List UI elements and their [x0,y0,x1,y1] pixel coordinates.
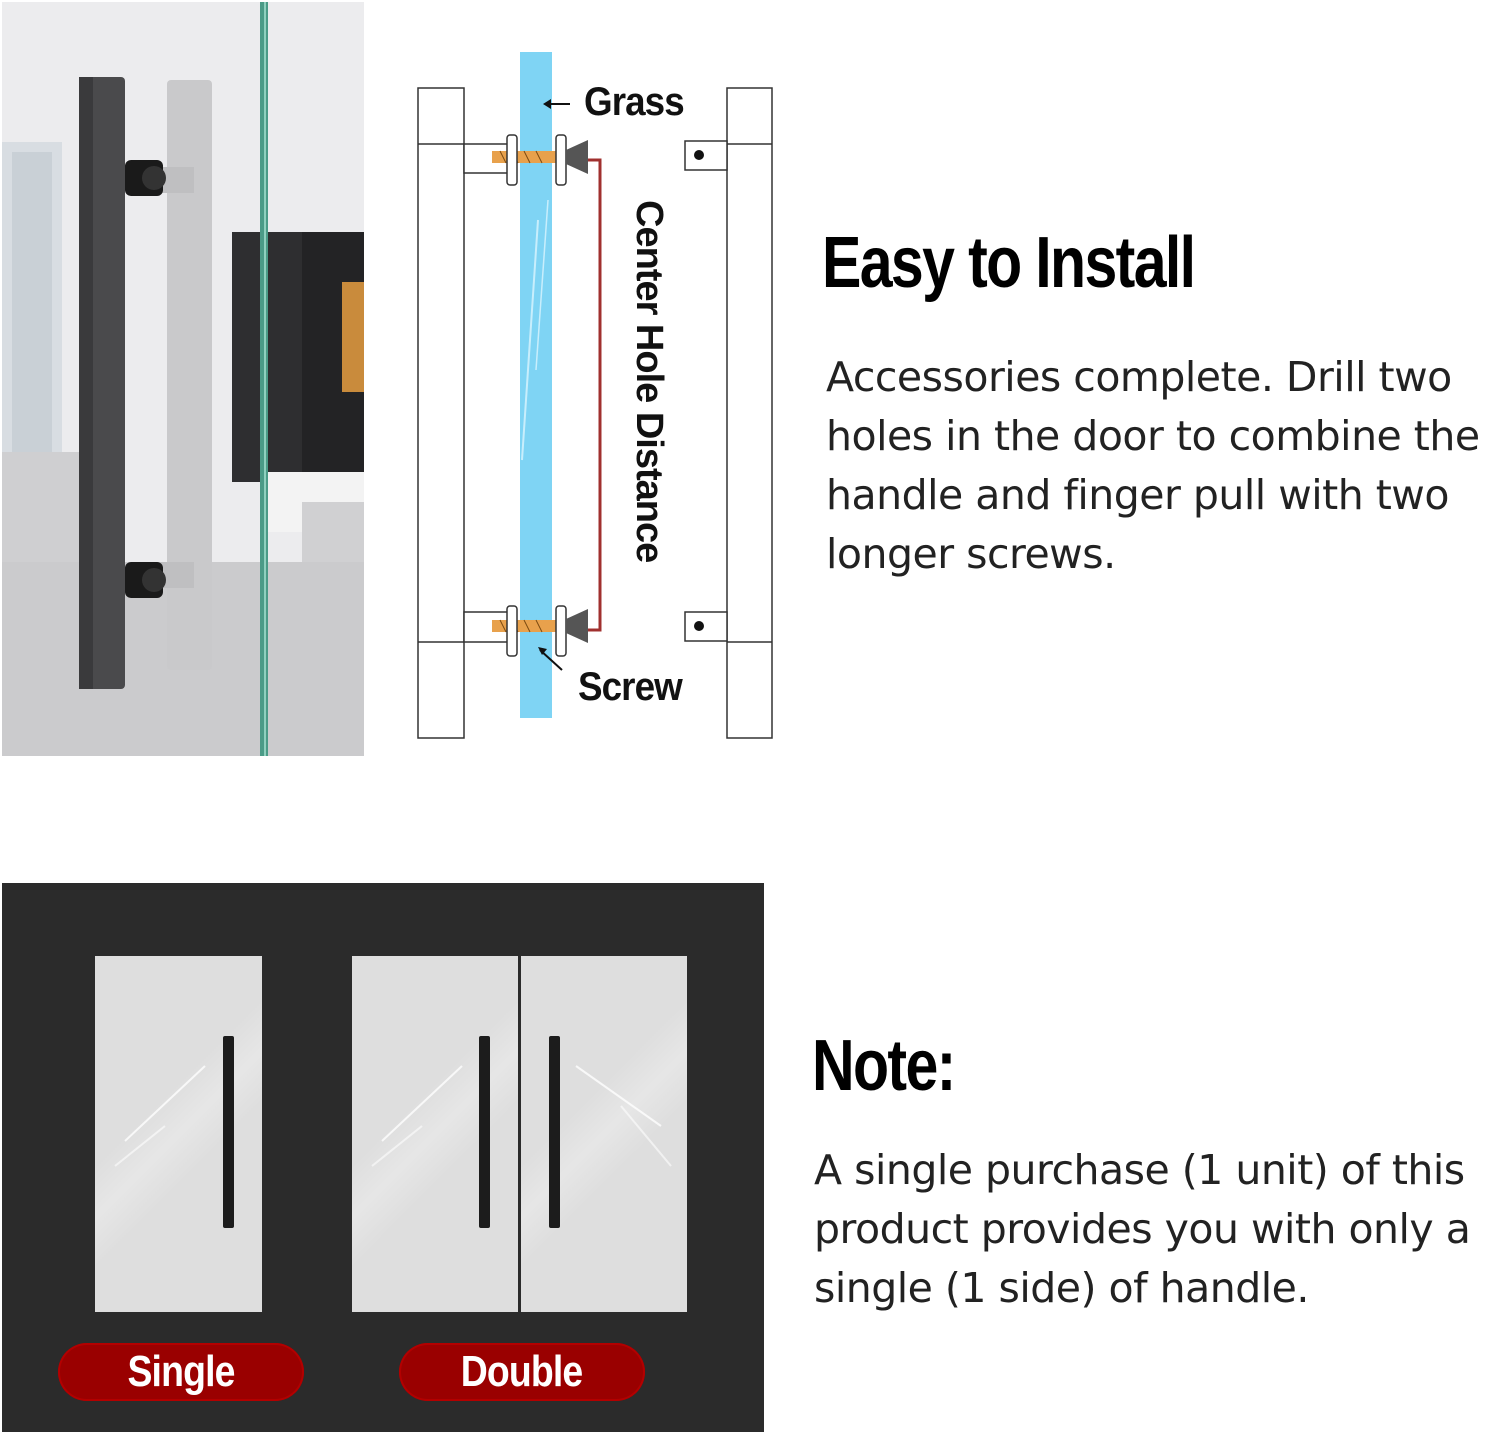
installation-diagram [410,40,790,750]
single-door-handle [223,1036,234,1228]
single-label: Single [127,1347,235,1396]
center-hole-distance-label: Center Hole Distance [628,200,670,563]
double-door-right [521,956,687,1312]
glass-label: Grass [584,80,684,124]
double-badge [399,1343,645,1401]
note-title: Note: [812,1026,955,1106]
handle-photo-illustration [2,2,364,756]
door-comparison-panel [2,883,764,1432]
glass-reflection-icon [521,956,687,1312]
product-photo [2,2,364,756]
glass-reflection-icon [352,956,518,1312]
screw-label: Screw [578,665,682,709]
single-badge [58,1343,304,1401]
double-door-handle-right [549,1036,560,1228]
double-door-left [352,956,518,1312]
install-title: Easy to Install [822,223,1195,303]
double-label: Double [461,1347,583,1396]
distance-bracket [588,160,600,630]
left-handle [418,88,514,738]
single-door [95,956,262,1312]
double-door-handle-left [479,1036,490,1228]
note-description: A single purchase (1 unit) of this product provides you with only a single (1 side) of handle. [814,1146,1471,1312]
install-description: Accessories complete. Drill two holes in the door to combine the handle and finger pull with two longer screws. [826,353,1480,578]
glass-reflection-icon [95,956,262,1312]
right-handle [685,88,772,738]
